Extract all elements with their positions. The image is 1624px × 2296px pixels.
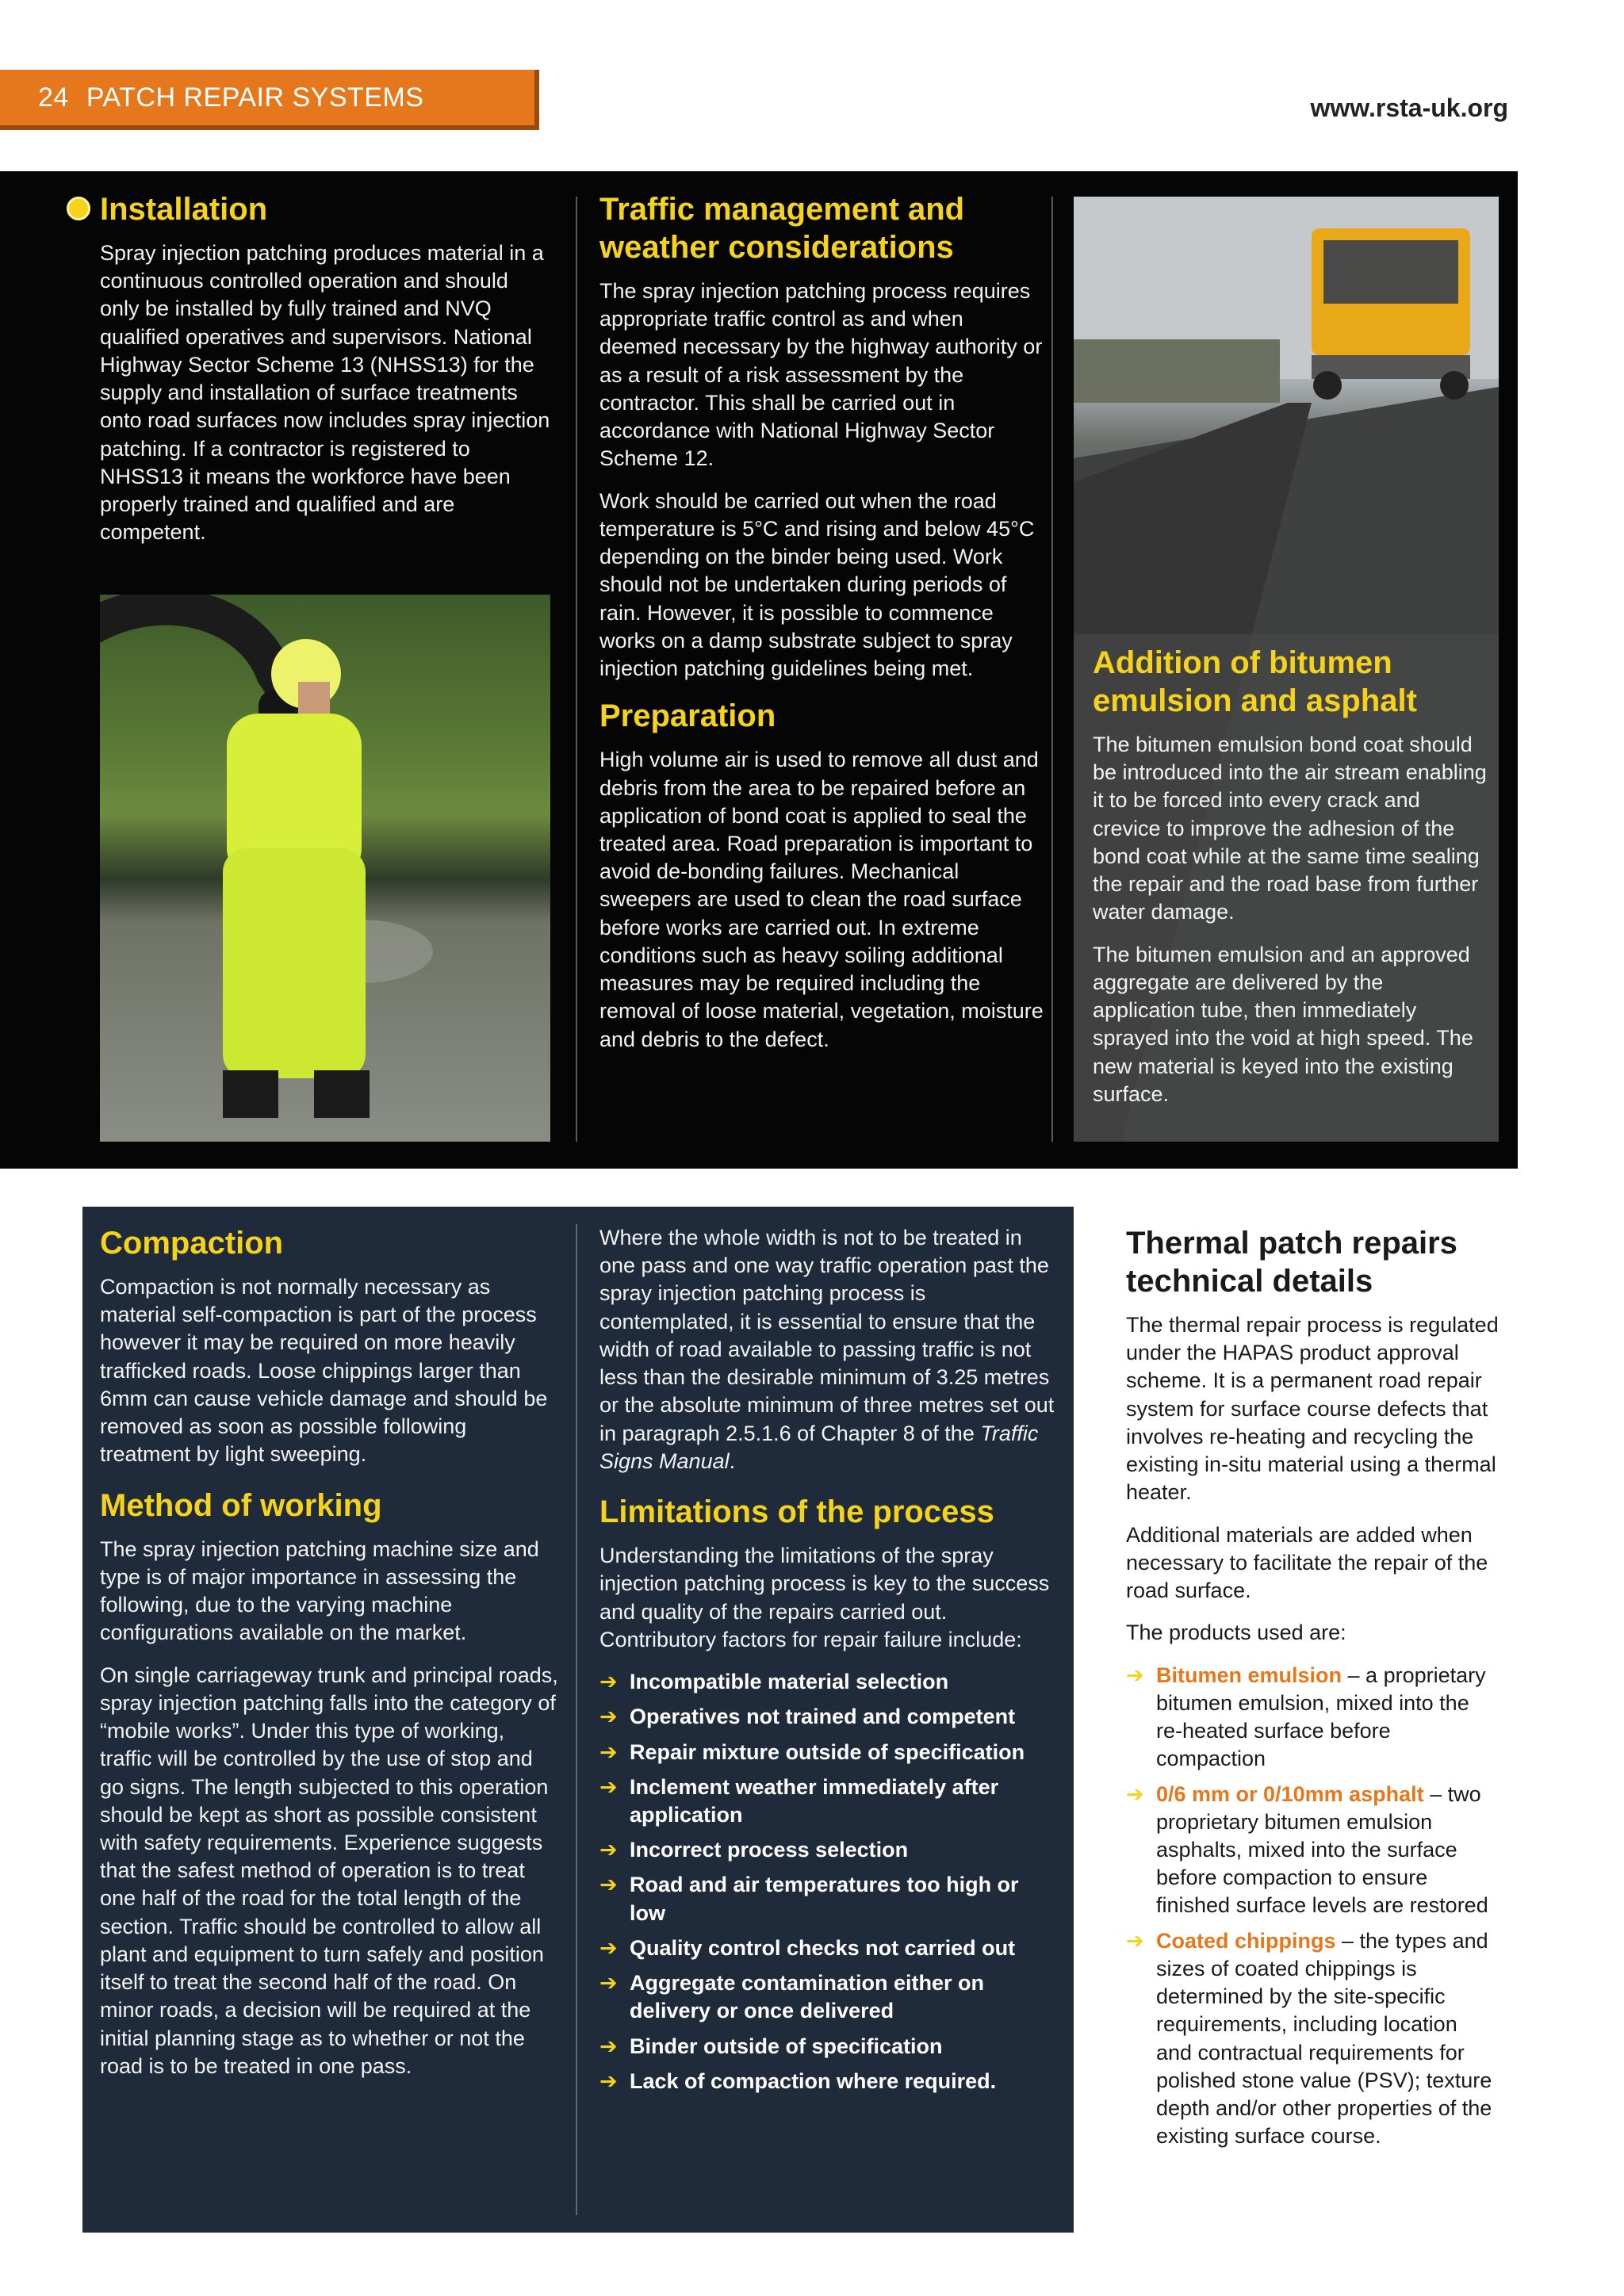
limitations-list (599, 1668, 1059, 2095)
limitations-title: Limitations of the process (599, 1494, 994, 1530)
method-title: Method of working (100, 1487, 382, 1523)
arrow-right-icon: ➔ (599, 1739, 618, 1764)
traffic-signs-manual-title: Traffic Signs Manual (599, 1421, 1039, 1473)
products-list (1126, 1662, 1499, 2151)
compaction-section (100, 1224, 560, 2095)
site-url[interactable]: www.rsta-uk.org (1310, 94, 1508, 122)
arrow-right-icon: ➔ (1126, 1928, 1144, 1953)
section-title: PATCH REPAIR SYSTEMS (86, 82, 424, 113)
column-divider (576, 197, 577, 1142)
list-item: ➔ Aggregate contamination either on delivery or once delivered (599, 1971, 985, 2023)
arrow-right-icon: ➔ (599, 2068, 618, 2093)
addition-body-1: The bitumen emulsion bond coat should be introduced into the air stream enabling it to be forced into every crack and crevice to improve the adhesion of the bond coat while at the same time sealing the repair and the road base from further water damage. (1093, 733, 1487, 924)
installation-body: Spray injection patching produces material in a continuous controlled operation and should only be installed by fully trained and NVQ qualified operatives and supervisors. National Highway Sector Scheme 13 (NHSS13) for the supply and installation of surface treatments onto road surfaces now includes spray injection patching. If a contractor is registered to NHSS13 it means the workforce have been properly trained and qualified and are competent. (100, 241, 550, 545)
traffic-body-1: The spray injection patching process requires appropriate traffic control as and when deemed necessary by the highway authority or as a result of a risk assessment by the contractor. This shall be carried out in accordance with National Highway Sector Scheme 12. (599, 279, 1043, 471)
preparation-title: Preparation (599, 698, 776, 734)
list-item: ➔ Incompatible material selection (599, 1668, 1059, 1696)
arrow-right-icon: ➔ (599, 2034, 618, 2058)
thermal-body-2: Additional materials are added when necessary to facilitate the repair of the road surface. (1126, 1522, 1488, 1603)
list-item: ➔ Inclement weather immediately after application (599, 1774, 999, 1827)
compaction-body: Compaction is not normally necessary as material self-compaction is part of the process however it may be required on more heavily trafficked roads. Loose chippings larger than 6mm can cause vehicle damage and should be removed as soon as possible following treatment by light sweeping. (100, 1275, 548, 1467)
traffic-body-2: Work should be carried out when the road temperature is 5°C and rising and below 45°C depending on the binder being used. Work should not be undertaken during periods of rain. However, it is possible to commence works on a damp substrate subject to spray injection patching guidelines being met. (599, 488, 1035, 681)
preparation-body: High volume air is used to remove all dust and debris from the area to be repaired before an application of bond coat is applied to seal the treated area. Road preparation is important to avoid de-bonding failures. Mechanical sweepers are used to clean the road surface before works are carried out. In extreme conditions such as heavy soiling additional measures may be required including the removal of loose material, vegetation, moisture and debris to the defect. (599, 748, 1044, 1051)
page-header-tab (0, 70, 539, 130)
limitations-column (599, 1224, 1059, 2103)
addition-body-2: The bitumen emulsion and an approved aggregate are delivered by the application tube, then immediately sprayed into the void at high speed. The new material is keyed into the existing surface. (1093, 942, 1473, 1106)
compaction-title: Compaction (100, 1226, 284, 1261)
thermal-body-1: The thermal repair process is regulated under the HAPAS product approval scheme. It is a permanent road repair system for surface course defects that involves re-heating and recycling the existing in-situ material using a thermal heater. (1126, 1313, 1499, 1505)
arrow-right-icon: ➔ (1126, 1781, 1144, 1806)
thermal-section (1126, 1224, 1499, 2158)
installation-section (100, 190, 550, 561)
list-item: ➔ Bitumen emulsion – a proprietary bitumen emulsion, mixed into the re-heated surface before compaction (1126, 1663, 1486, 1771)
worker-photo (100, 595, 550, 1142)
thermal-title: Thermal patch repairs technical details (1126, 1226, 1457, 1299)
traffic-section (599, 190, 1044, 1068)
list-item: ➔ Operatives not trained and competent (599, 1703, 1059, 1731)
column-divider (576, 1224, 577, 2215)
arrow-right-icon: ➔ (599, 1774, 618, 1799)
list-item: ➔ Road and air temperatures too high or low (599, 1873, 1019, 1925)
arrow-right-icon: ➔ (599, 1873, 618, 1897)
width-body: Where the whole width is not to be treated in one pass and one way traffic operation past the spray injection patching process is contemplated, it is essential to ensure that the width of road available to passing traffic is not less than the desirable minimum of 3.25 metres or the absolute minimum of three metres set out in paragraph 2.5.1.6 of Chapter 8 of the Traffic Signs Manual. (599, 1226, 1055, 1473)
list-item: ➔ Repair mixture outside of specification (599, 1739, 1059, 1766)
worker-spraying-image (100, 595, 550, 1142)
bullet-dot-icon (67, 197, 90, 220)
arrow-right-icon: ➔ (1126, 1663, 1144, 1687)
page-number: 24 (38, 82, 69, 113)
list-item: ➔ Quality control checks not carried out (599, 1934, 1059, 1962)
list-item: ➔ Lack of compaction where required. (599, 2068, 1059, 2095)
method-body-1: The spray injection patching machine size and type is of major importance in assessing the following, due to the varying machine configurations available on the market. (100, 1536, 539, 1645)
arrow-right-icon: ➔ (599, 1935, 618, 1960)
arrow-right-icon: ➔ (599, 1971, 618, 1996)
thermal-body-3: The products used are: (1126, 1621, 1346, 1645)
arrow-right-icon: ➔ (599, 1670, 618, 1694)
arrow-right-icon: ➔ (599, 1838, 618, 1862)
traffic-title: Traffic management and weather considerations (599, 192, 965, 265)
list-item: ➔ 0/6 mm or 0/10mm asphalt – two proprietary bitumen emulsion asphalts, mixed into the surface before compaction to ensure finished surface levels are restored (1126, 1781, 1488, 1918)
arrow-right-icon: ➔ (599, 1705, 618, 1729)
limitations-intro: Understanding the limitations of the spray injection patching process is key to the success and quality of the repairs carried out. Contributory factors for repair failure include: (599, 1544, 1050, 1651)
installation-title: Installation (100, 192, 268, 227)
list-item: ➔ Incorrect process selection (599, 1836, 1059, 1864)
method-body-2: On single carriageway trunk and principal roads, spray injection patching falls into the category of “mobile works”. Under this type of working, traffic will be controlled by the use of stop and go signs. The length subjected to this operation should be kept as short as possible consistent with safety requirements. Experience suggests that the safest method of operation is to treat one half of the road for the total length of the section. Traffic should be controlled to allow all plant and equipment to turn safely and position itself to treat the second half of the road. On minor roads, a decision will be required at the initial planning stage as to whether or not the road is to be treated in one pass. (100, 1663, 558, 2078)
column-divider (1051, 197, 1053, 1142)
list-item: ➔ Binder outside of specification (599, 2033, 1059, 2061)
addition-title: Addition of bitumen emulsion and asphalt (1093, 645, 1417, 718)
list-item: ➔ Coated chippings – the types and sizes of coated chippings is determined by the site-specific requirements, including location and contractual requirements for polished stone value (PSV); texture depth and/or other properties of the existing surface course. (1126, 1928, 1492, 2149)
addition-section (1093, 644, 1489, 1123)
